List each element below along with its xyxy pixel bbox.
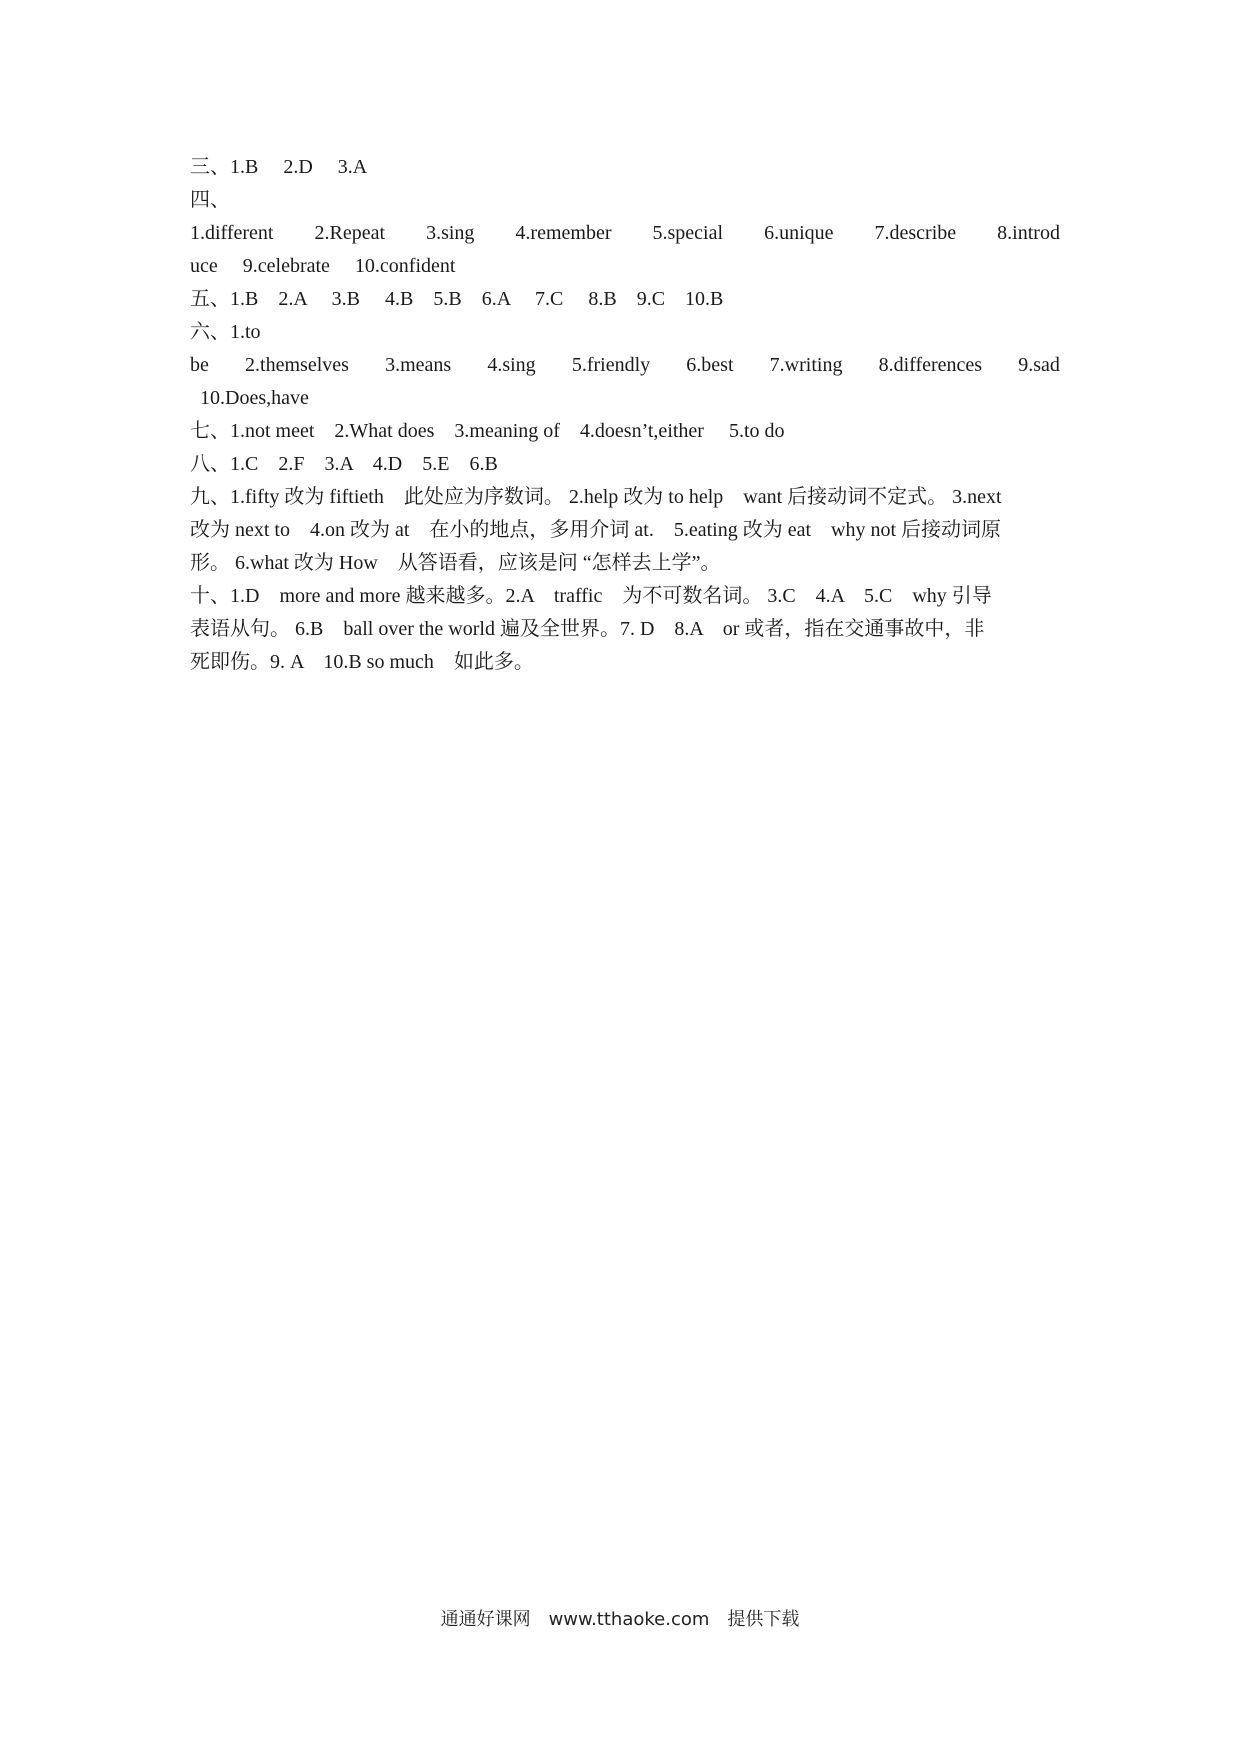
section-6-row-1 bbox=[190, 349, 1060, 382]
answer-item: 6.unique bbox=[764, 222, 834, 244]
section-9-line-2: 改为 next to 4.on 改为 at 在小的地点，多用介词 at. 5.eating 改为 eat why not 后接动词原 bbox=[190, 519, 1002, 541]
answer-item: 5.friendly bbox=[571, 354, 651, 376]
answer-item: 2.Repeat bbox=[314, 222, 386, 244]
answer-item: 5.special bbox=[652, 222, 724, 244]
section-10-line-3: 死即伤。9. A 10.B so much 如此多。 bbox=[190, 651, 534, 673]
answer-item: 3.means bbox=[385, 354, 452, 376]
section-5-answers: 五、1.B 2.A 3.B 4.B 5.B 6.A 7.C 8.B 9.C 10.B bbox=[190, 288, 724, 310]
section-4-row-2: uce 9.celebrate 10.confident bbox=[190, 255, 456, 277]
answer-key bbox=[190, 151, 1060, 679]
section-10-line-1: 十、1.D more and more 越来越多。2.A traffic 为不可数名词。 3.C 4.A 5.C why 引导 bbox=[190, 585, 992, 607]
footer-download-note: 通通好课网 www.tthaoke.com 提供下载 bbox=[440, 1609, 800, 1630]
answer-item: 9.sad bbox=[1018, 354, 1060, 376]
answer-item: 2.themselves bbox=[245, 354, 349, 376]
answer-item: 1.different bbox=[190, 222, 274, 244]
section-8-answers: 八、1.C 2.F 3.A 4.D 5.E 6.B bbox=[190, 453, 498, 475]
answer-item: 7.writing bbox=[769, 354, 843, 376]
section-10-line-2: 表语从句。 6.B ball over the world 遍及全世界。7. D 8.A or 或者，指在交通事故中，非 bbox=[190, 618, 985, 640]
answer-item: 4.sing bbox=[487, 354, 536, 376]
section-6-heading: 六、1.to bbox=[190, 321, 261, 343]
answer-item: 6.best bbox=[686, 354, 734, 376]
answer-item: 8.introd bbox=[997, 222, 1060, 244]
section-9-line-1: 九、1.fifty 改为 fiftieth 此处应为序数词。 2.help 改为 to help want 后接动词不定式。 3.next bbox=[190, 486, 1002, 508]
section-4-row-1 bbox=[190, 217, 1060, 250]
section-4-heading: 四、 bbox=[190, 189, 230, 211]
section-9-line-3: 形。 6.what 改为 How 从答语看，应该是问 “怎样去上学”。 bbox=[190, 552, 721, 574]
section-6-row-2: 10.Does,have bbox=[200, 387, 309, 409]
section-7-answers: 七、1.not meet 2.What does 3.meaning of 4.doesn’t,either 5.to do bbox=[190, 420, 785, 442]
answer-item: 4.remember bbox=[515, 222, 612, 244]
answer-item: 7.describe bbox=[874, 222, 957, 244]
answer-item: be bbox=[190, 354, 209, 376]
section-3-answers: 三、1.B 2.D 3.A bbox=[190, 156, 368, 178]
answer-item: 8.differences bbox=[878, 354, 983, 376]
answer-item: 3.sing bbox=[426, 222, 475, 244]
